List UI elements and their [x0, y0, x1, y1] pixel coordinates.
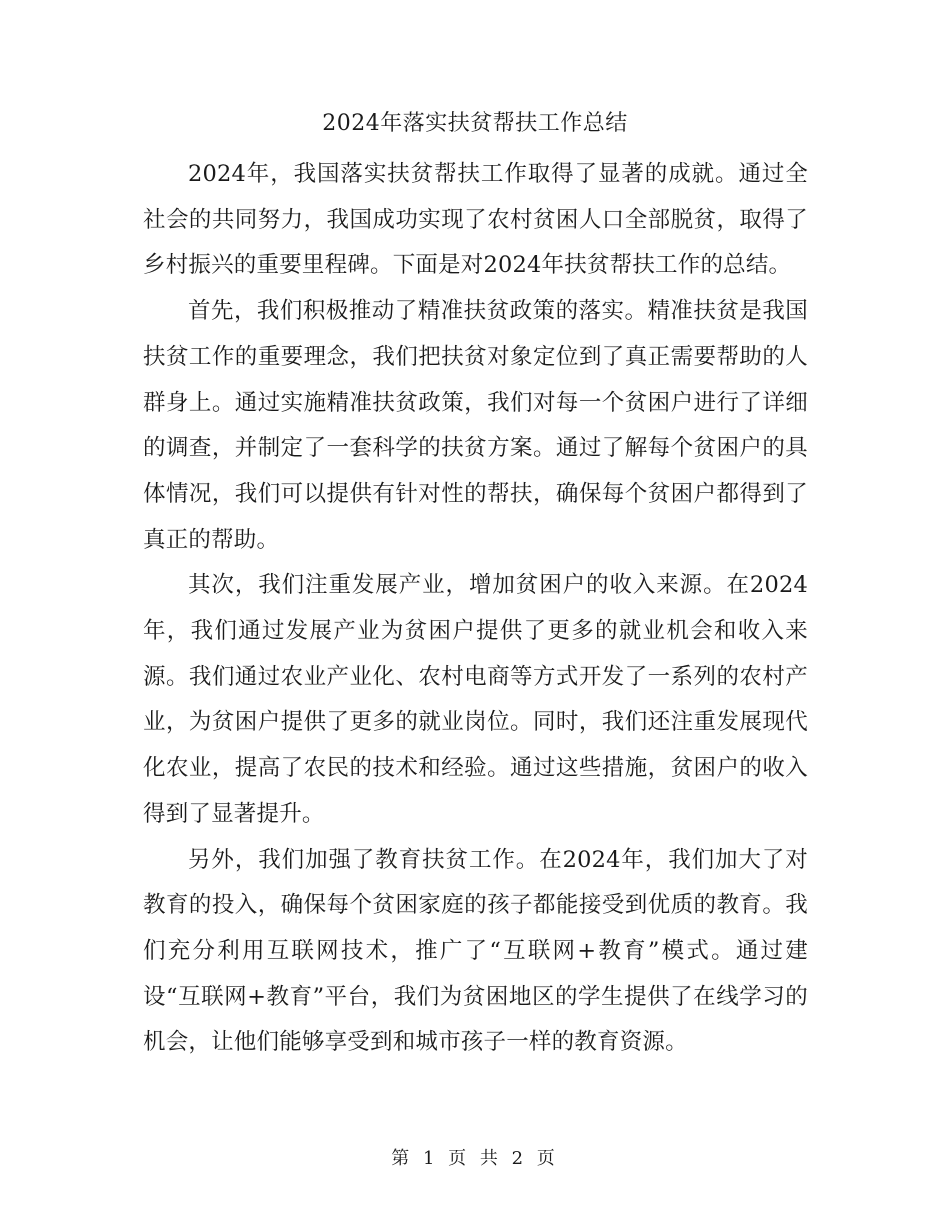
paragraph-precision-poverty-alleviation: 首先，我们积极推动了精准扶贫政策的落实。精准扶贫是我国扶贫工作的重要理念，我们把扶贫对象定位到了真正需要帮助的人群身上。通过实施精准扶贫政策，我们对每一个贫困户进行了详细的调查，并制定了一套科学的扶贫方案。通过了解每个贫困户的具体情况，我们可以提供有针对性的帮扶，确保每个贫困户都得到了真正的帮助。 [143, 298, 808, 553]
paragraph-education: 另外，我们加强了教育扶贫工作。在2024年，我们加大了对教育的投入，确保每个贫困家庭的孩子都能接受到优质的教育。我们充分利用互联网技术，推广了“互联网+教育”模式。通过建设“互联网+教育”平台，我们为贫困地区的学生提供了在线学习的机会，让他们能够享受到和城市孩子一样的教育资源。 [143, 846, 808, 1056]
page-number-footer: 第 1 页 共 2 页 [391, 1148, 559, 1169]
document-title: 2024年落实扶贫帮扶工作总结 [322, 111, 628, 136]
paragraph-industry-development: 其次，我们注重发展产业，增加贫困户的收入来源。在2024年，我们通过发展产业为贫困户提供了更多的就业机会和收入来源。我们通过农业产业化、农村电商等方式开发了一系列的农村产业，为贫困户提供了更多的就业岗位。同时，我们还注重发展现代化农业，提高了农民的技术和经验。通过这些措施，贫困户的收入得到了显著提升。 [143, 572, 808, 827]
paragraph-intro: 2024年，我国落实扶贫帮扶工作取得了显著的成就。通过全社会的共同努力，我国成功实现了农村贫困人口全部脱贫，取得了乡村振兴的重要里程碑。下面是对2024年扶贫帮扶工作的总结。 [143, 161, 808, 279]
document-body [143, 152, 808, 1066]
